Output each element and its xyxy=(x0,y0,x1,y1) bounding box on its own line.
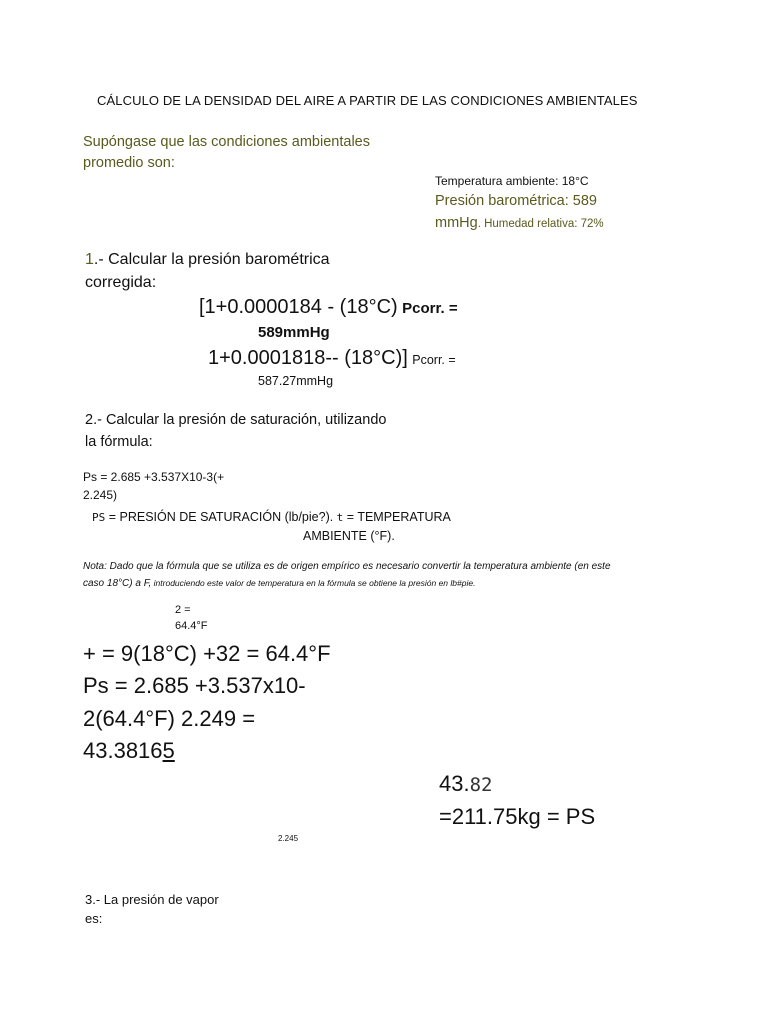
ps-formula-2: 2.245) xyxy=(83,488,118,502)
formula-line-1 xyxy=(199,296,458,319)
big-formula-1: + = 9(18°C) +32 = 64.4°F xyxy=(83,641,331,666)
step3-text-2: es: xyxy=(85,911,103,926)
ps-definition xyxy=(92,510,451,525)
step2-text-2: la fórmula: xyxy=(85,434,153,450)
note-line-2b: introduciendo este valor de temperatura en la fórmula se obtiene la presión en lb#pie. xyxy=(151,578,476,588)
condition-pressure: Presión barométrica: 589 xyxy=(435,193,597,209)
intro-line-1: Supóngase que las condiciones ambientales xyxy=(83,134,370,150)
small-note-2: 64.4°F xyxy=(175,620,208,632)
note-line-2a: caso 18°C) a F, xyxy=(83,578,152,589)
t-symbol: t xyxy=(336,511,344,524)
formula-line-2: 589mmHg xyxy=(258,324,330,341)
result-1-b: 82 xyxy=(469,774,493,796)
big-formula-3: 2(64.4°F) 2.249 = xyxy=(83,706,256,731)
ps-formula-1: Ps = 2.685 +3.537X10-3(+ xyxy=(83,470,225,484)
step1-text-2: corregida: xyxy=(85,274,157,291)
ps-definition-a: = PRESIÓN DE SATURACIÓN (lb/pie?). xyxy=(105,510,337,524)
formula-1-main: [1+0.0000184 - (18°C) xyxy=(199,296,398,318)
step1-heading xyxy=(85,251,330,269)
formula-1-tail: Pcorr. = xyxy=(402,300,458,317)
result-line-2: =211.75kg = PS xyxy=(439,804,596,829)
document-title: CÁLCULO DE LA DENSIDAD DEL AIRE A PARTIR DE LAS CONDICIONES AMBIENTALES xyxy=(97,93,638,108)
result-1-a: 43. xyxy=(439,771,470,796)
condition-pressure-unit: mmHg xyxy=(435,215,478,231)
ps-symbol: PS xyxy=(92,511,106,524)
note-line-1: Nota: Dado que la fórmula que se utiliza es de origen empírico es necesario convertir la temperatura ambiente (en este xyxy=(83,561,611,572)
small-note-1: 2 = xyxy=(175,604,191,616)
condition-temperature: Temperatura ambiente: 18°C xyxy=(435,174,589,188)
ps-definition-b: = TEMPERATURA xyxy=(343,510,451,524)
big-formula-2: Ps = 2.685 +3.537x10- xyxy=(83,673,306,698)
formula-3-main: 1+0.0001818-- (18°C)] xyxy=(208,347,408,369)
note-line-2 xyxy=(83,578,475,590)
formula-line-3 xyxy=(208,347,456,370)
step2-text-1: 2.- Calcular la presión de saturación, utilizando xyxy=(85,412,387,428)
intro-line-2: promedio son: xyxy=(83,155,175,171)
step1-text: .- Calcular la presión barométrica xyxy=(93,251,330,268)
big-formula-4-a: 43.3816 xyxy=(83,738,163,763)
formula-line-4: 587.27mmHg xyxy=(258,374,334,388)
big-formula-4 xyxy=(83,738,189,763)
result-line-1 xyxy=(439,771,492,797)
tiny-value: 2.245 xyxy=(278,834,299,843)
step3-text-1: 3.- La presión de vapor xyxy=(85,892,219,907)
condition-humidity: . Humedad relativa: 72% xyxy=(477,218,604,230)
ps-definition-c: AMBIENTE (°F). xyxy=(303,529,395,543)
condition-pressure-humidity-line xyxy=(435,214,604,232)
step1-number: 1 xyxy=(85,251,94,268)
formula-3-tail: Pcorr. = xyxy=(412,353,456,367)
big-formula-4-b: 5 xyxy=(162,738,175,763)
